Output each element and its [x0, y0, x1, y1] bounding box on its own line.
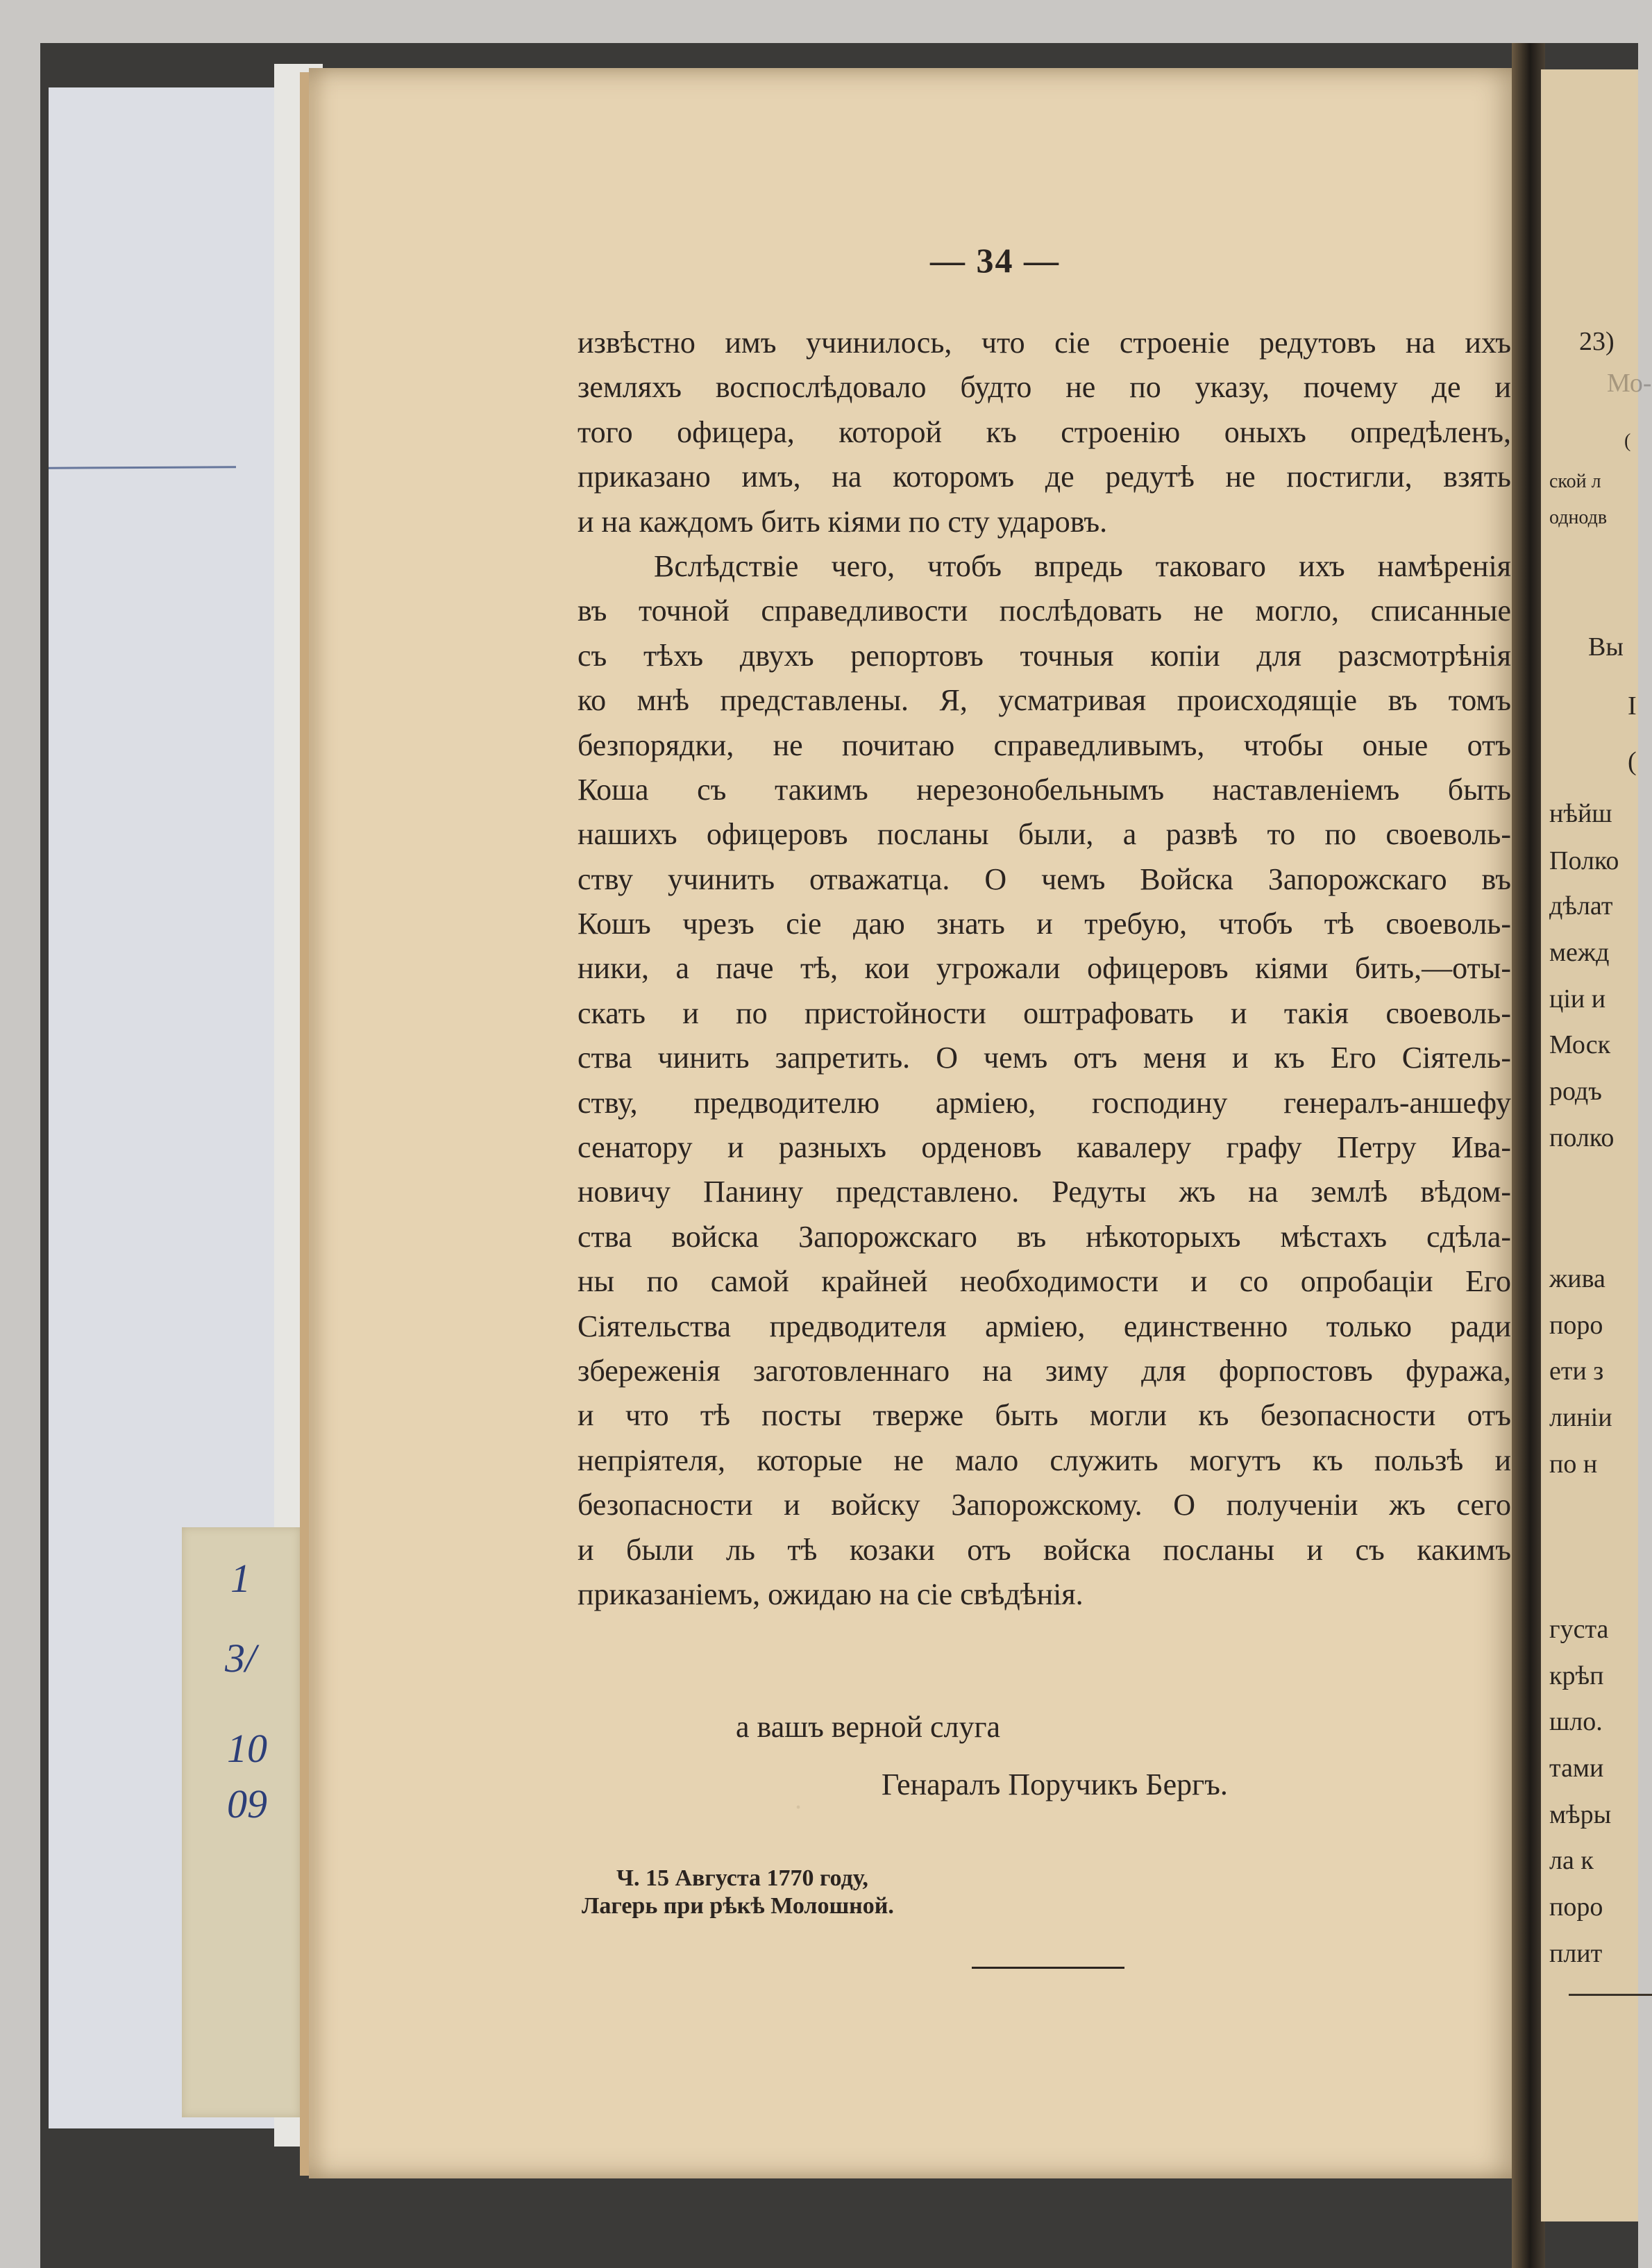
book-gutter — [1512, 43, 1545, 2268]
facing-fragment: поро — [1549, 1311, 1603, 1340]
facing-fragment: однодв — [1549, 507, 1608, 528]
facing-fragment: по н — [1549, 1450, 1598, 1479]
facing-fragment: полко — [1549, 1123, 1615, 1152]
text-line: приказано имъ, на которомъ де редутѣ не постигли, взять — [578, 460, 1511, 494]
facing-fragment: ( — [1624, 430, 1631, 452]
text-line: и на каждомъ бить кіями по сту ударовъ. — [578, 504, 1108, 539]
text-line: скать и по пристойности оштрафовать и такія своеволь- — [578, 996, 1511, 1030]
margin-note-2: 3/ — [225, 1636, 257, 1681]
facing-page — [1541, 69, 1652, 2221]
text-line: Кошъ чрезъ сіе даю знать и требую, чтобъ тѣ своеволь- — [578, 907, 1511, 941]
library-note-strip — [182, 1527, 300, 2117]
end-rule — [972, 1967, 1124, 1969]
margin-note-3: 10 — [227, 1726, 267, 1771]
facing-fragment: Мо- — [1607, 369, 1652, 398]
text-line: безопасности и войску Запорожскому. О полученіи жъ сего — [578, 1488, 1511, 1522]
facing-fragment: нѣйш — [1549, 799, 1612, 828]
facing-fragment: густа — [1549, 1615, 1609, 1644]
facing-fragment: Моск — [1549, 1030, 1611, 1059]
page-body — [578, 321, 1511, 1617]
text-line: сенатору и разныхъ орденовъ кавалеру графу Петру Ива- — [578, 1130, 1511, 1165]
facing-fragment: шло. — [1549, 1707, 1603, 1736]
text-line: нашихъ офицеровъ посланы были, а развѣ то по своеволь- — [578, 817, 1511, 852]
facing-fragment: ети з — [1549, 1356, 1604, 1386]
facing-rule — [1569, 1994, 1652, 1996]
text-line: ству учинить отважатца. О чемъ Войска Запорожскаго въ — [578, 862, 1511, 896]
text-line: ства войска Запорожскаго въ нѣкоторыхъ мѣстахъ сдѣла- — [578, 1219, 1511, 1254]
text-line: ко мнѣ представлены. Я, усматривая происходящіе въ томъ — [578, 683, 1511, 718]
facing-fragment: Полко — [1549, 846, 1619, 875]
text-line: извѣстно имъ учинилось, что сіе строеніе редутовъ на ихъ — [578, 326, 1511, 360]
facing-fragment: ла к — [1549, 1846, 1594, 1875]
dateline-place: Лагерь при рѣкѣ Молошной. — [582, 1893, 894, 1919]
facing-fragment: поро — [1549, 1892, 1603, 1922]
book-page: . — [309, 68, 1525, 2178]
facing-fragment: родъ — [1549, 1077, 1602, 1106]
text-line: ники, а паче тѣ, кои угрожали офицеровъ кіями бить,—оты- — [578, 951, 1511, 986]
facing-fragment: I — [1628, 691, 1637, 721]
text-line: приказаніемъ, ожидаю на сіе свѣдѣнія. — [578, 1577, 1084, 1611]
text-line: Вслѣдствіе чего, чтобъ впредь таковаго ихъ намѣренія — [654, 548, 1511, 583]
facing-fragment: мѣры — [1549, 1800, 1612, 1829]
facing-fragment: ціи и — [1549, 984, 1606, 1014]
text-line: непріятеля, которые не мало служить могутъ къ пользѣ и — [578, 1443, 1511, 1477]
facing-fragment: тами — [1549, 1754, 1604, 1783]
text-line: Сіятельства предводителя арміею, единственно только ради — [578, 1309, 1511, 1343]
facing-fragment: ( — [1628, 747, 1637, 776]
facing-fragment: ской л — [1549, 471, 1601, 492]
facing-fragment: дѣлат — [1549, 891, 1613, 921]
facing-fragment: крѣп — [1549, 1661, 1604, 1690]
text-line: съ тѣхъ двухъ репортовъ точныя копіи для разсмотрѣнія — [578, 638, 1511, 673]
text-line: того офицера, которой къ строенію оныхъ опредѣленъ, — [578, 414, 1511, 449]
dateline-date: Ч. 15 Августа 1770 году, — [616, 1865, 868, 1891]
letter-signoff: а вашъ верной слуга — [736, 1710, 1001, 1744]
text-line: земляхъ воспослѣдовало будто не по указу, почему де и — [578, 370, 1511, 405]
text-line: ны по самой крайней необходимости и со опробаціи Его — [578, 1264, 1511, 1299]
letter-signature: Генаралъ Поручикъ Бергъ. — [882, 1767, 1228, 1801]
margin-note-1: 1 — [230, 1556, 251, 1601]
text-line: безпорядки, не почитаю справедливымъ, чтобы оные отъ — [578, 728, 1511, 762]
dateline — [582, 1865, 894, 1920]
facing-fragment: линіи — [1549, 1403, 1612, 1432]
page-number: — 34 — — [930, 241, 1060, 280]
text-line: и были ль тѣ козаки отъ войска посланы и съ какимъ — [578, 1532, 1511, 1567]
text-line: и что тѣ посты тверже быть могли къ безопасности отъ — [578, 1398, 1511, 1433]
margin-note-4: 09 — [227, 1781, 267, 1826]
facing-fragment: межд — [1549, 938, 1610, 967]
facing-fragment: жива — [1549, 1264, 1605, 1293]
text-line: Коша съ такимъ нерезонобельнымъ наставленіемъ быть — [578, 772, 1511, 807]
text-line: ства чинить запретить. О чемъ отъ меня и къ Его Сіятель- — [578, 1041, 1511, 1075]
text-line: въ точной справедливости послѣдовать не могло, списанные — [578, 594, 1511, 628]
facing-fragment: Вы — [1588, 632, 1624, 662]
text-line: новичу Панину представлено. Редуты жъ на землѣ вѣдом- — [578, 1175, 1511, 1209]
facing-fragment: 23) — [1579, 327, 1615, 356]
text-line: збереженія заготовленнаго на зиму для форпостовъ фуража, — [578, 1353, 1511, 1388]
text-line: ству, предводителю арміею, господину генералъ-аншефу — [578, 1085, 1511, 1120]
facing-fragment: плит — [1549, 1939, 1603, 1968]
